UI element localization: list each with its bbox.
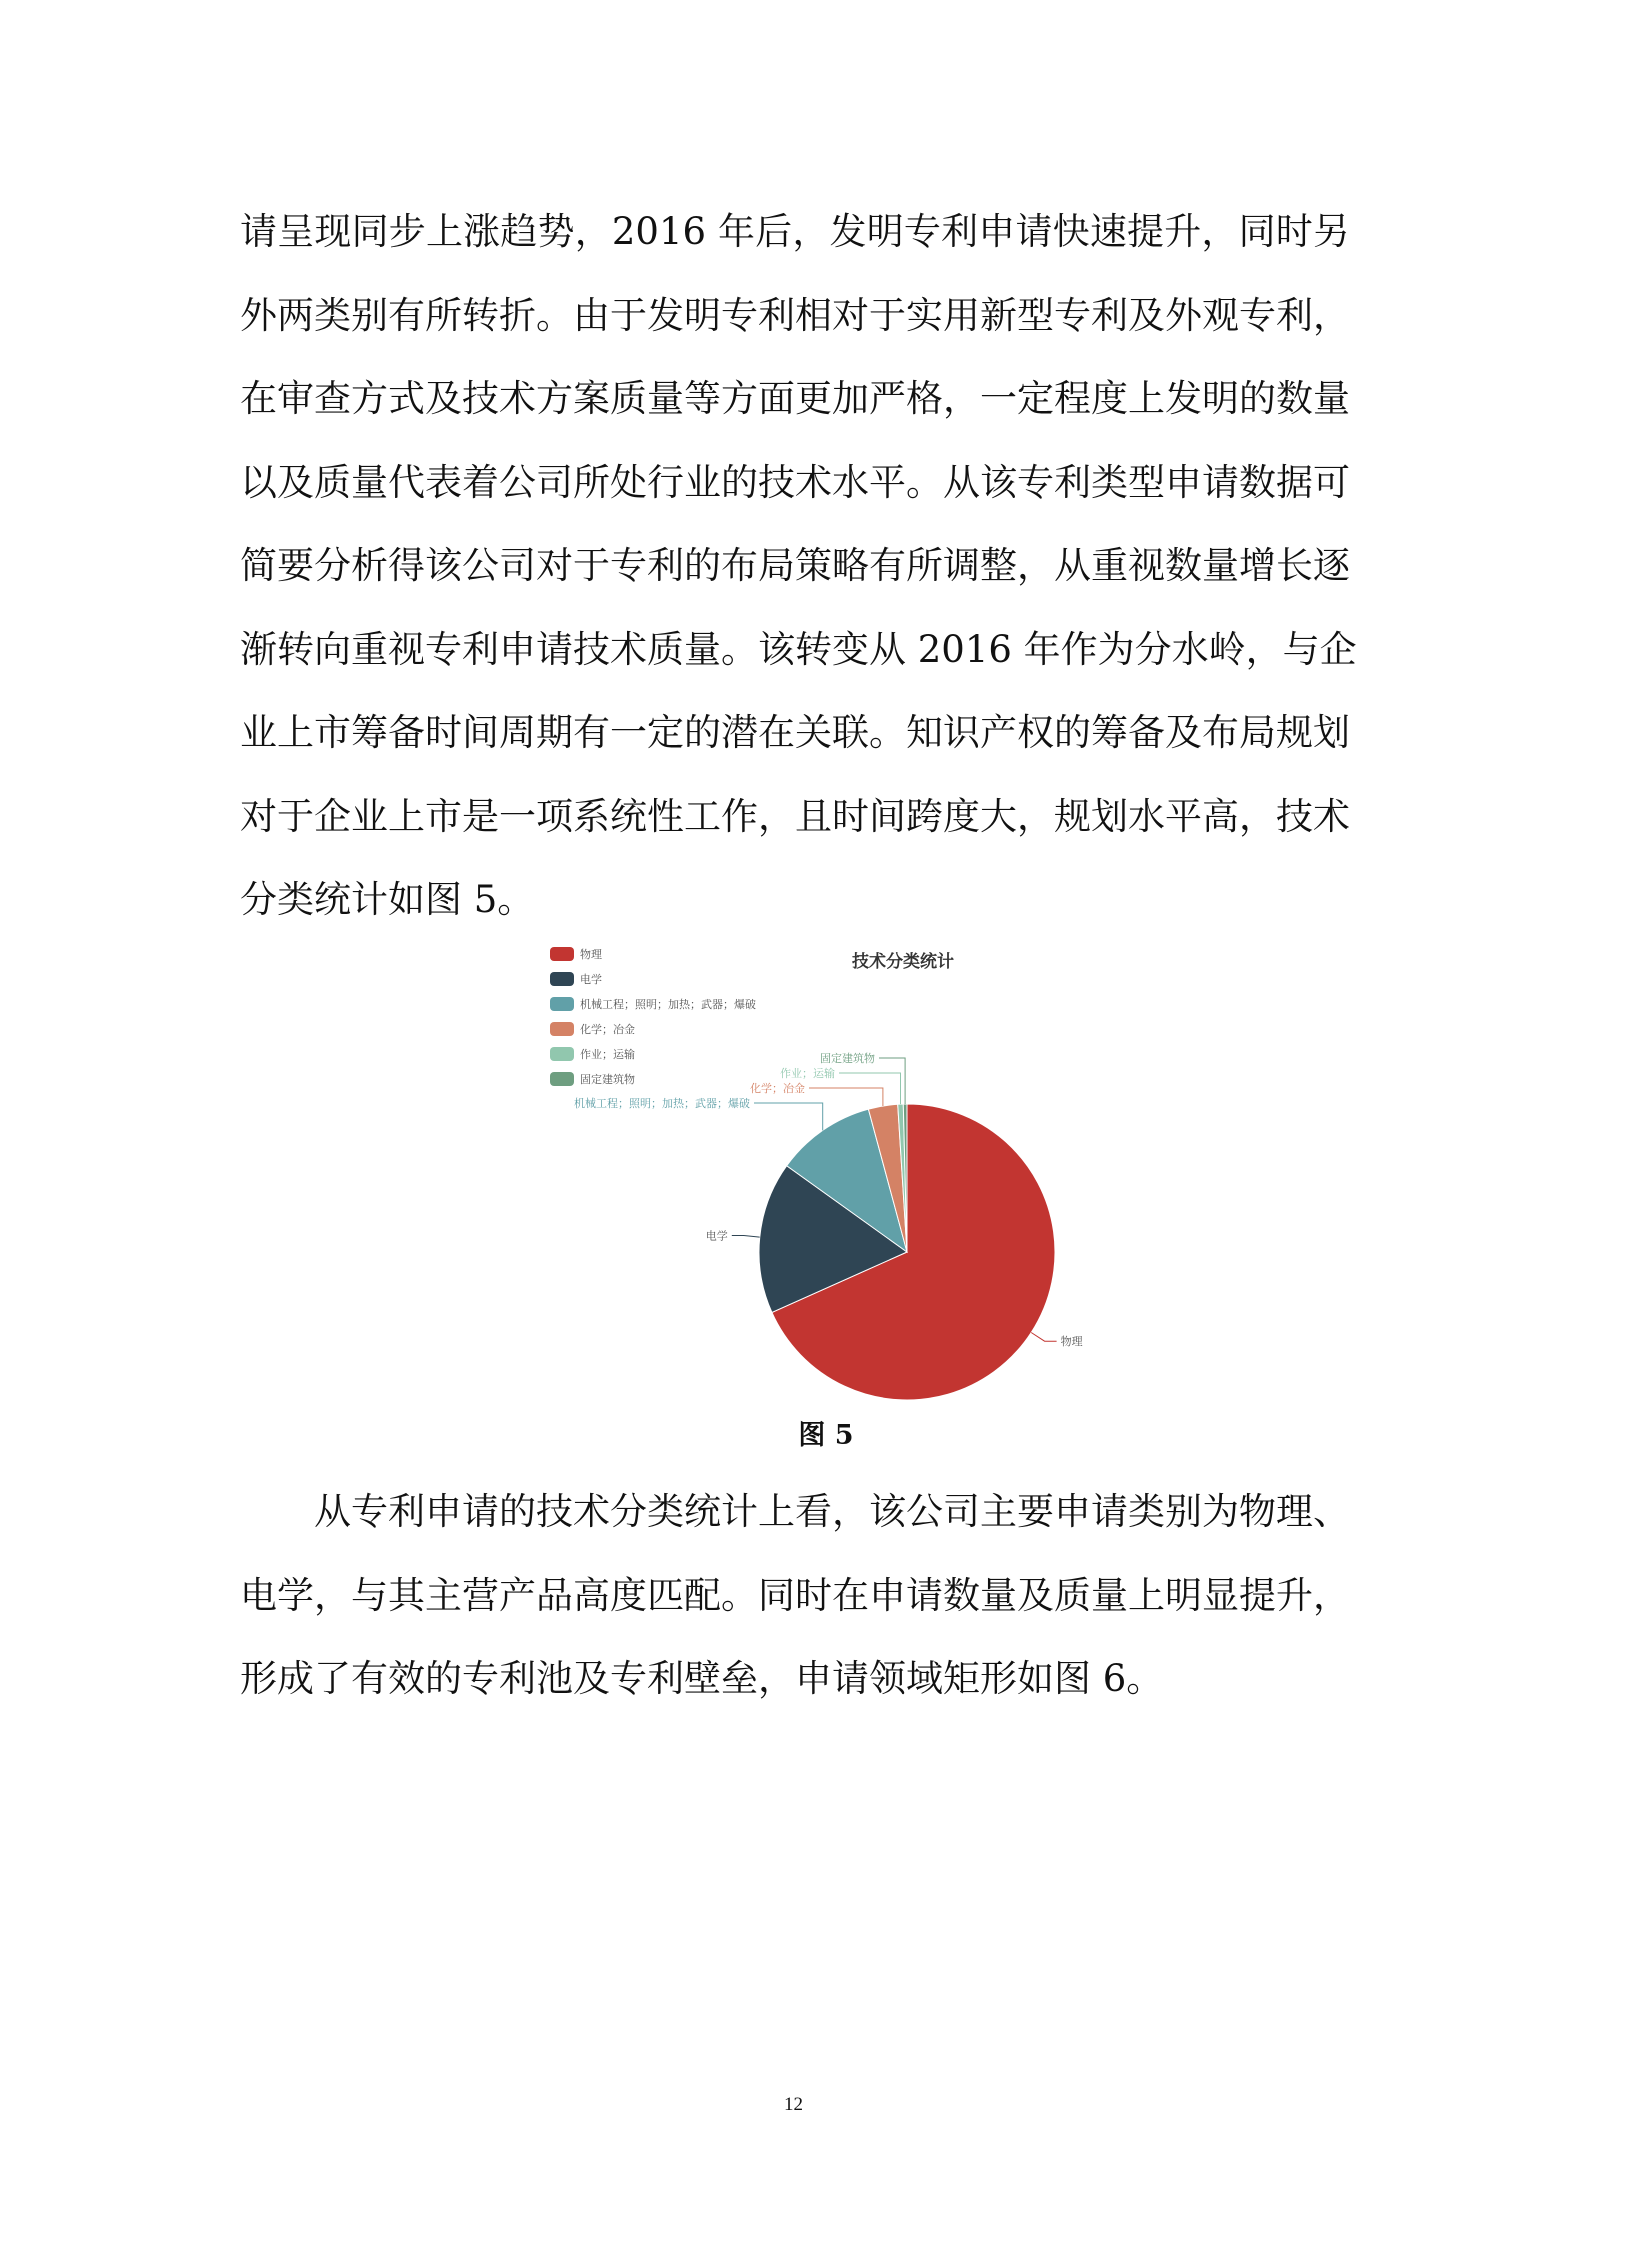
paragraph-1-line: 分类统计如图 5。	[240, 878, 535, 921]
callout-line	[754, 1103, 823, 1130]
legend-label: 机械工程；照明；加热；武器；爆破	[580, 998, 756, 1011]
paragraph-1-line: 以及质量代表着公司所处行业的技术水平。从该专利类型申请数据可	[240, 460, 1350, 504]
paragraph-1	[240, 190, 1357, 942]
callout-line	[839, 1073, 901, 1104]
paragraph-1-line: 对于企业上市是一项系统性工作，且时间跨度大，规划水平高，技术	[240, 794, 1350, 838]
figure-caption: 图 5	[798, 1420, 854, 1451]
legend-swatch	[550, 1047, 574, 1061]
legend-swatch	[550, 947, 574, 961]
pie-chart	[530, 935, 1083, 1405]
slice-label: 化学；冶金	[750, 1082, 805, 1095]
callout-line	[1031, 1333, 1056, 1342]
pie-slices	[759, 1104, 1055, 1400]
legend-label: 电学	[580, 973, 602, 986]
paragraph-1-line: 请呈现同步上涨趋势，2016 年后，发明专利申请快速提升，同时另	[240, 210, 1350, 253]
paragraph-2	[240, 1470, 1350, 1721]
chart-title: 技术分类统计	[852, 952, 954, 972]
slice-label: 固定建筑物	[820, 1052, 875, 1065]
legend-label: 固定建筑物	[580, 1073, 635, 1086]
legend-swatch	[550, 997, 574, 1011]
paragraph-2-line: 形成了有效的专利池及专利壁垒，申请领域矩形如图 6。	[240, 1657, 1164, 1700]
legend-label: 化学；冶金	[580, 1023, 635, 1036]
paragraph-1-line: 业上市筹备时间周期有一定的潜在关联。知识产权的筹备及布局规划	[240, 711, 1350, 754]
paragraph-2-line: 从专利申请的技术分类统计上看，该公司主要申请类别为物理、	[314, 1490, 1350, 1533]
slice-label: 电学	[705, 1229, 728, 1243]
paragraph-1-line: 在审查方式及技术方案质量等方面更加严格，一定程度上发明的数量	[240, 377, 1350, 420]
paragraph-1-line: 渐转向重视专利申请技术质量。该转变从 2016 年作为分水岭，与企	[240, 627, 1357, 671]
legend-swatch	[550, 1022, 574, 1036]
slice-label: 机械工程；照明；加热；武器；爆破	[574, 1097, 750, 1110]
paragraph-1-line: 外两类别有所转折。由于发明专利相对于实用新型专利及外观专利，	[240, 293, 1350, 337]
slice-label: 物理	[1060, 1335, 1083, 1349]
chart-legend	[550, 947, 756, 1086]
paragraph-2-line: 电学，与其主营产品高度匹配。同时在申请数量及质量上明显提升，	[240, 1573, 1350, 1617]
paragraph-1-line: 简要分析得该公司对于专利的布局策略有所调整，从重视数量增长逐	[240, 544, 1350, 587]
page-number: 12	[784, 2094, 803, 2115]
legend-swatch	[550, 1072, 574, 1086]
slice-label: 作业；运输	[780, 1067, 835, 1080]
legend-swatch	[550, 972, 574, 986]
callout-line	[732, 1236, 760, 1238]
legend-label: 物理	[580, 948, 602, 961]
legend-label: 作业；运输	[580, 1048, 635, 1061]
